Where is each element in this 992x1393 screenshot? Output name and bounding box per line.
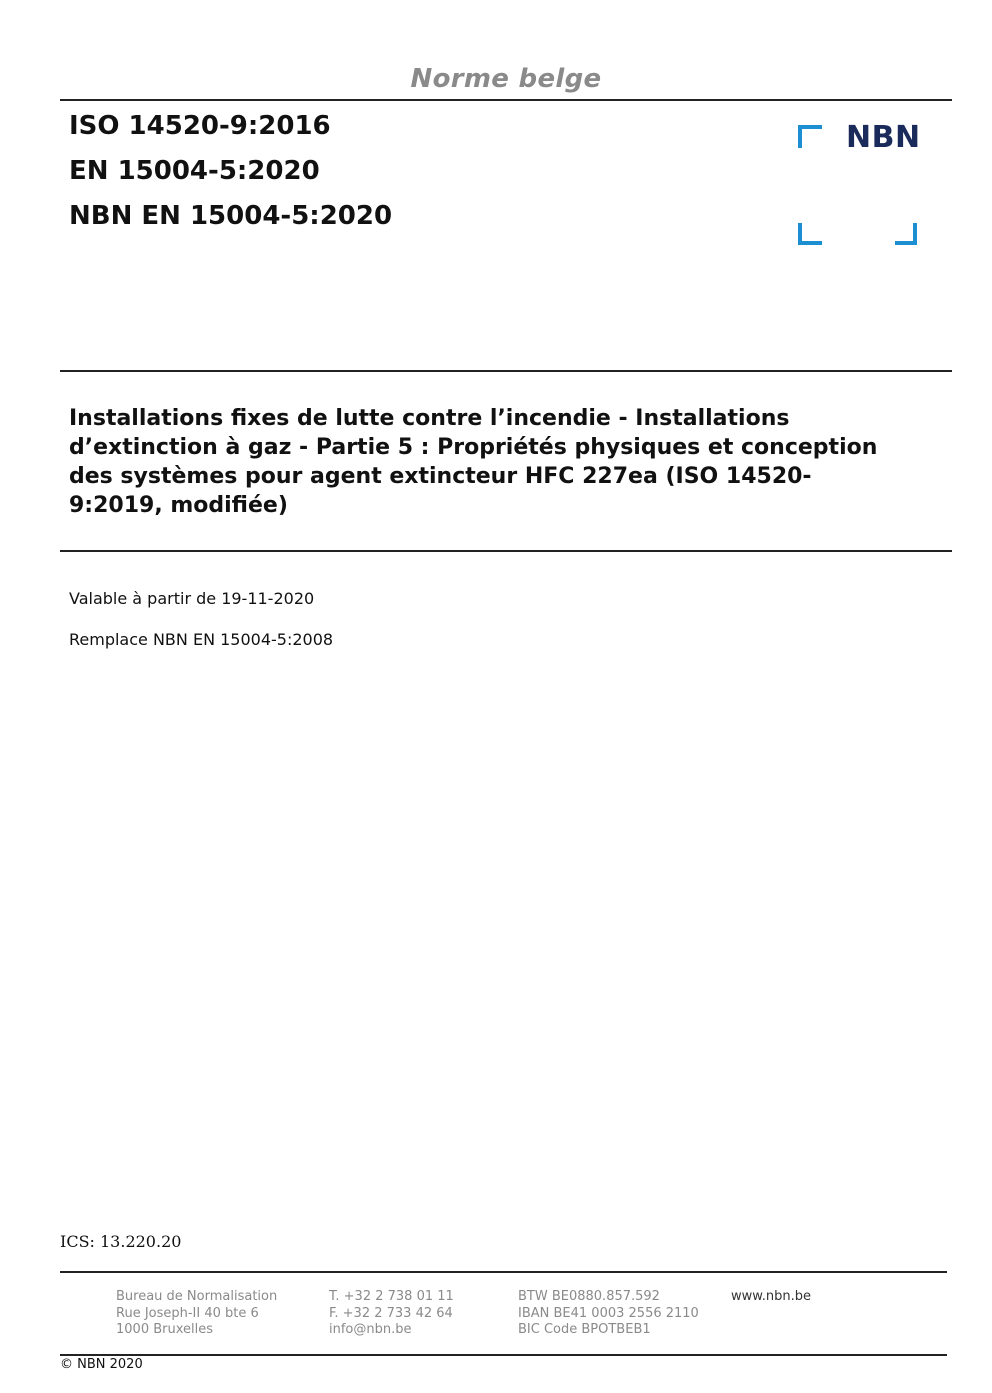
footer-contact (329, 1289, 454, 1339)
divider-footer-bottom (60, 1354, 947, 1356)
standard-code-en: EN 15004-5:2020 (69, 156, 320, 186)
standard-code-nbn: NBN EN 15004-5:2020 (69, 201, 393, 231)
footer-vat: BTW BE0880.857.592 (518, 1289, 660, 1304)
nbn-logo (796, 120, 921, 250)
document-title-line: d’extinction à gaz - Partie 5 : Propriétés physiques et conception (69, 435, 878, 460)
divider-title-top (60, 370, 952, 372)
replaces: Remplace NBN EN 15004-5:2008 (69, 630, 334, 649)
document-title-line: 9:2019, modifiée) (69, 493, 288, 518)
valid-from: Valable à partir de 19-11-2020 (69, 589, 315, 608)
footer-phone: T. +32 2 738 01 11 (329, 1289, 454, 1304)
copyright: © NBN 2020 (60, 1357, 143, 1372)
standard-code-iso: ISO 14520-9:2016 (69, 111, 331, 141)
document-title (69, 404, 939, 520)
divider-footer-top (60, 1271, 947, 1273)
footer-address-line: 1000 Bruxelles (116, 1322, 214, 1337)
header-title: Norme belge (410, 64, 602, 94)
nbn-logo-text: NBN (846, 120, 921, 155)
divider-title-bottom (60, 550, 952, 552)
footer-fax: F. +32 2 733 42 64 (329, 1305, 453, 1321)
divider-top (60, 99, 952, 101)
document-title-line: des systèmes pour agent extincteur HFC 227ea (ISO 14520- (69, 464, 812, 489)
footer-iban: IBAN BE41 0003 2556 2110 (518, 1305, 699, 1321)
footer-website (731, 1289, 811, 1306)
document-title-line: Installations fixes de lutte contre l’incendie - Installations (69, 406, 790, 431)
footer-bic: BIC Code BPOTBEB1 (518, 1322, 651, 1337)
footer-website-link[interactable]: www.nbn.be (731, 1289, 811, 1304)
footer-email-link[interactable]: info@nbn.be (329, 1322, 412, 1337)
footer-address (116, 1289, 277, 1339)
ics-code: ICS: 13.220.20 (60, 1232, 182, 1251)
footer-address-line: Rue Joseph-II 40 bte 6 (116, 1305, 259, 1321)
footer-banking (518, 1289, 699, 1339)
footer-address-line: Bureau de Normalisation (116, 1289, 278, 1304)
